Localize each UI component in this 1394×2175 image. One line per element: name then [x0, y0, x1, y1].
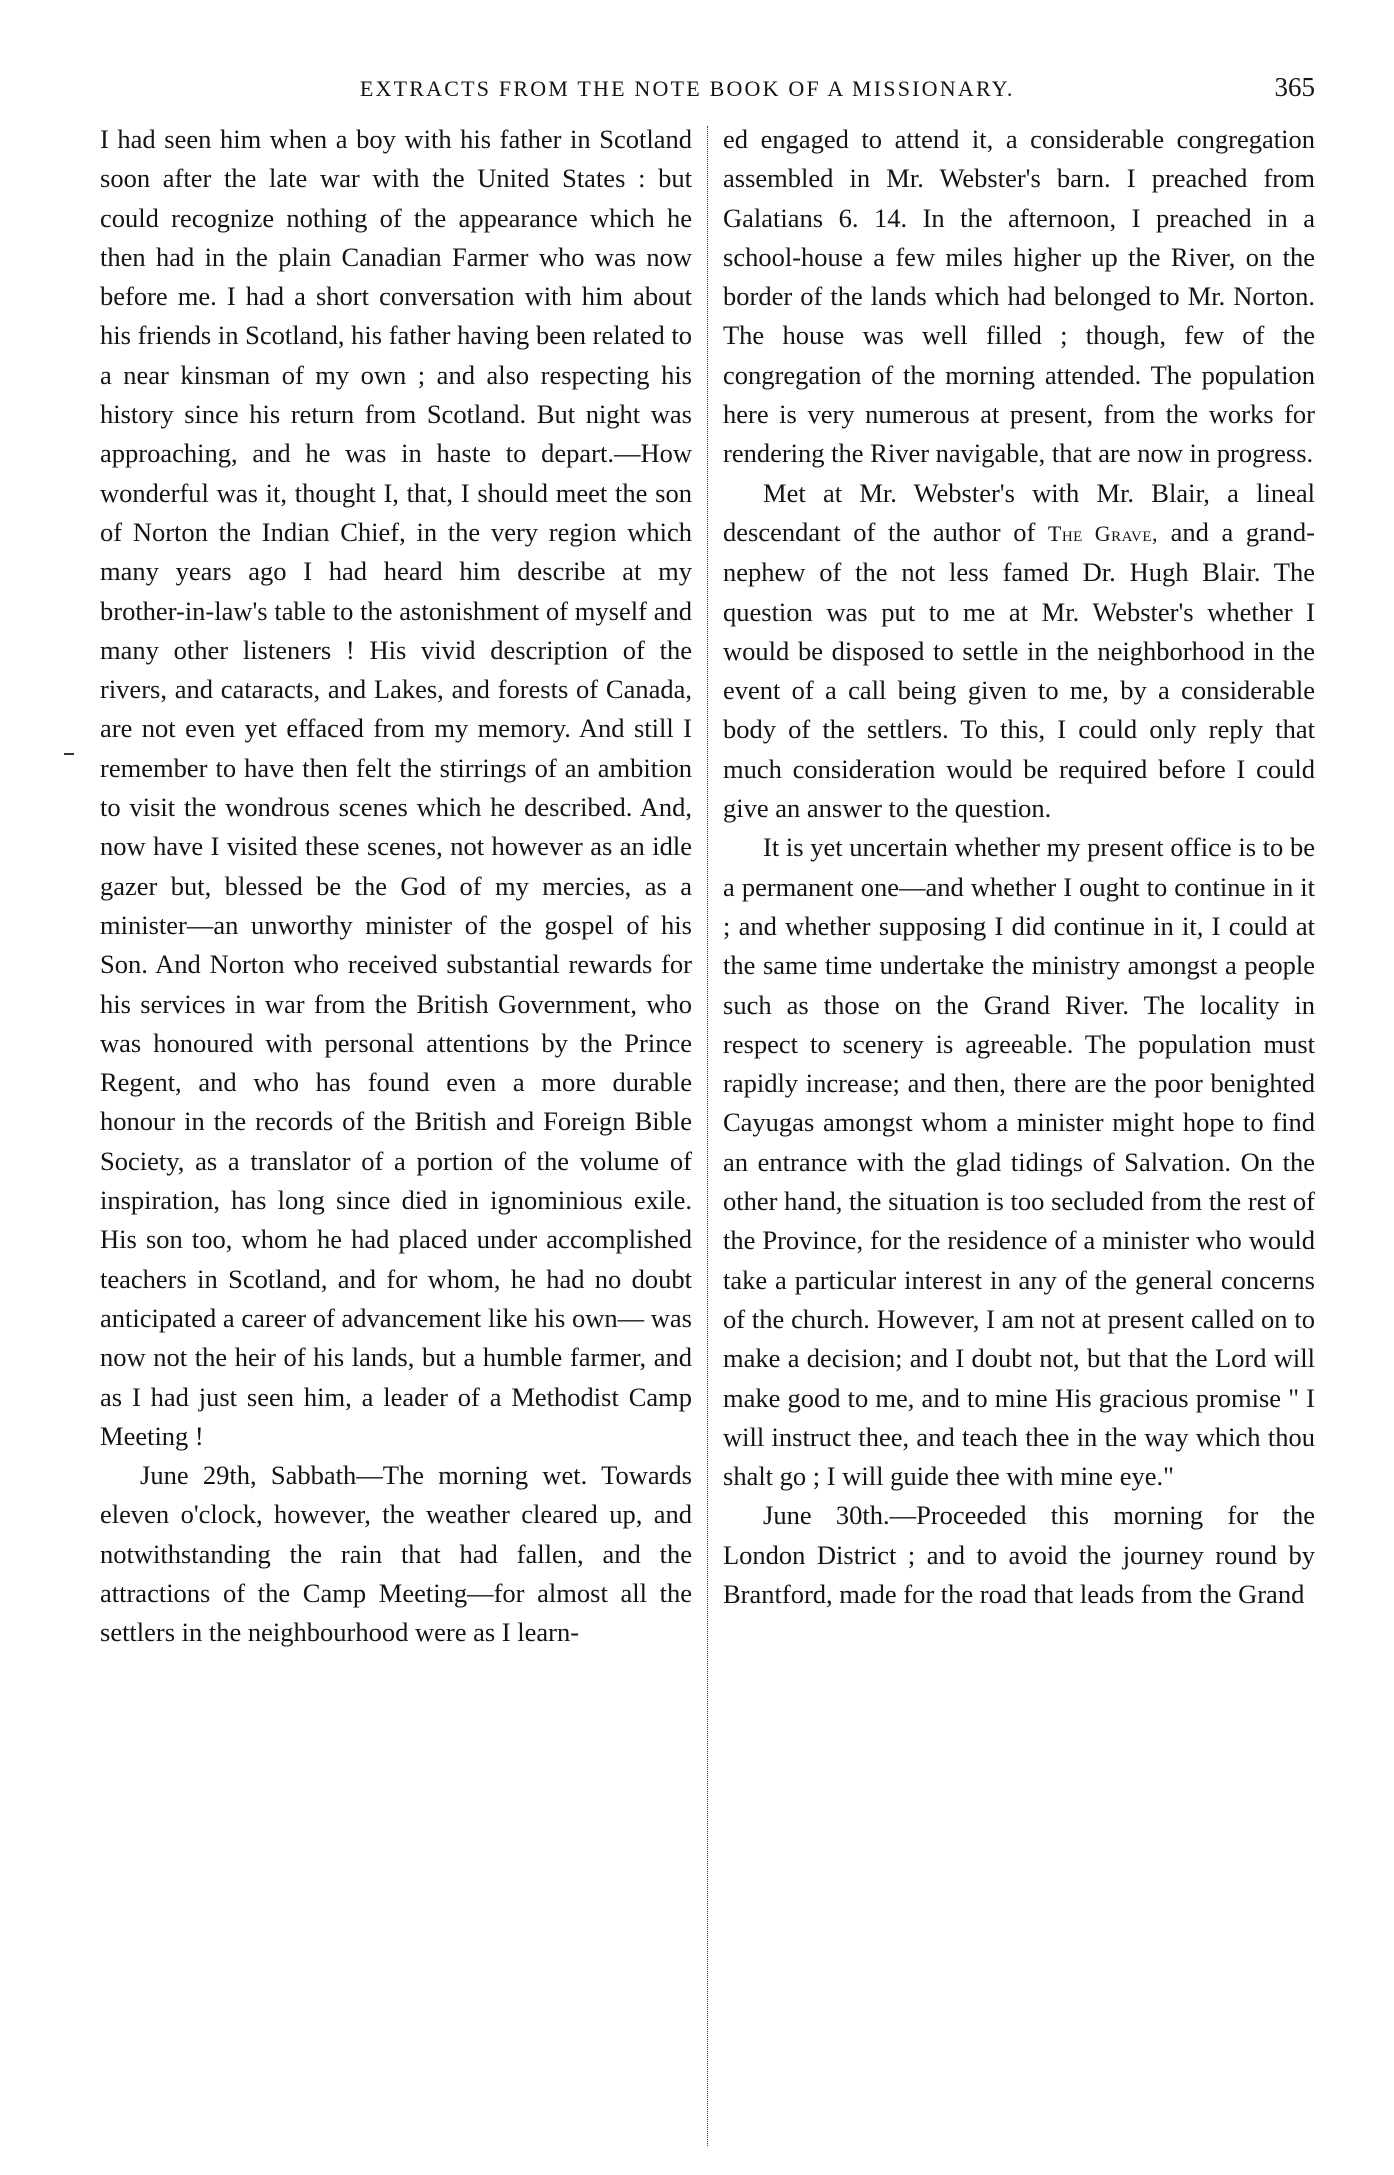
paragraph-text: and a grand-nephew of the not less famed Dr. Hugh Blair. The question was put to me at Mr. Webster's whether I would be disposed to settle in the neighborhood in the event of a call being given to me, by a considerable body of the settlers. To this, I could only reply that much consideration would be required before I could give an answer to the question. — [723, 516, 1315, 824]
paragraph: It is yet uncertain whether my present office is to be a permanent one—and whether I ought to continue in it ; and whether supposing I did continue in it, I could at the same time undertake the ministry amongst a people such as those on the Grand River. The locality in respect to scenery is agreeable. The population must rapidly increase; and then, there are the poor benighted Cayugas amongst whom a minister might hope to find an entrance with the glad tidings of Salvation. On the other hand, the situation is too secluded from the rest of the Province, for the residence of a minister who would take a particular interest in any of the general concerns of the church. However, I am not at present called on to make a decision; and I doubt not, but that the Lord will make good to me, and to mine His gracious promise " I will instruct thee, and teach thee in the way which thou shalt go ; I will guide thee with mine eye." — [723, 832, 1315, 1492]
paragraph: I had seen him when a boy with his father in Scotland soon after the late war with the United States : but could recognize nothing of the appearance which he then had in the plain Canadian Farmer who was now before me. I had a short conversation with him about his friends in Scotland, his father having been related to a near kinsman of my own ; and also respecting his history since his return from Scotland. But night was approaching, and he was in haste to depart.—How wonderful was it, thought I, that, I should meet the son of Norton the Indian Chief, in the very region which many years ago I had heard him describe at my brother-in-law's table to the astonishment of myself and many other listeners ! His vivid description of the rivers, and cataracts, and Lakes, and forests of Canada, are not even yet effaced from my memory. And still I remember to have then felt the stirrings of an ambition to visit the wondrous scenes which he described. And, now have I visited these scenes, not however as an idle gazer but, blessed be the God of my mercies, as a minister—an unworthy minister of the gospel of his Son. And Norton who received substantial rewards for his services in war from the British Government, who was honoured with personal attentions by the Prince Regent, and who has found even a more durable honour in the records of the British and Foreign Bible Society, as a translator of a portion of the volume of inspiration, has long since died in ignominious exile. His son too, whom he had placed under accomplished teachers in Scotland, and for whom, he had no doubt anticipated a career of advancement like his own— was now not the heir of his lands, but a humble farmer, and as I had just seen him, a leader of a Methodist Camp Meeting ! — [100, 124, 692, 1451]
paragraph — [723, 474, 1315, 829]
text-columns — [100, 120, 1315, 2160]
paragraph: June 30th.—Proceeded this morning for the London District ; and to avoid the journey round by Brantford, made for the road that leads from the Grand — [723, 1500, 1315, 1609]
book-title-smallcaps: The Grave, — [1047, 520, 1159, 546]
margin-mark — [64, 753, 74, 755]
paragraph: June 29th, Sabbath—The morning wet. Towards eleven o'clock, however, the weather cleared up, and notwithstanding the rain that had fallen, and the attractions of the Camp Meeting—for almost all the settlers in the neighbourhood were as I learn- — [100, 1460, 692, 1648]
running-title: EXTRACTS FROM THE NOTE BOOK OF A MISSIONARY. — [359, 76, 1015, 101]
paragraph: ed engaged to attend it, a considerable congregation assembled in Mr. Webster's barn. I preached from Galatians 6. 14. In the afternoon, I preached in a school-house a few miles higher up the River, on the border of the lands which had belonged to Mr. Norton. The house was well filled ; though, few of the congregation of the morning attended. The population here is very numerous at present, from the works for rendering the River navigable, that are now in progress. — [723, 124, 1315, 469]
left-column — [100, 120, 692, 1653]
page-number: 365 — [1274, 72, 1315, 102]
paragraph-text: Met at Mr. Webster's with Mr. Blair, a lineal descendant of the author of — [723, 477, 1315, 547]
right-column — [723, 120, 1315, 1614]
running-head — [100, 72, 1315, 103]
column-divider — [707, 126, 708, 2146]
